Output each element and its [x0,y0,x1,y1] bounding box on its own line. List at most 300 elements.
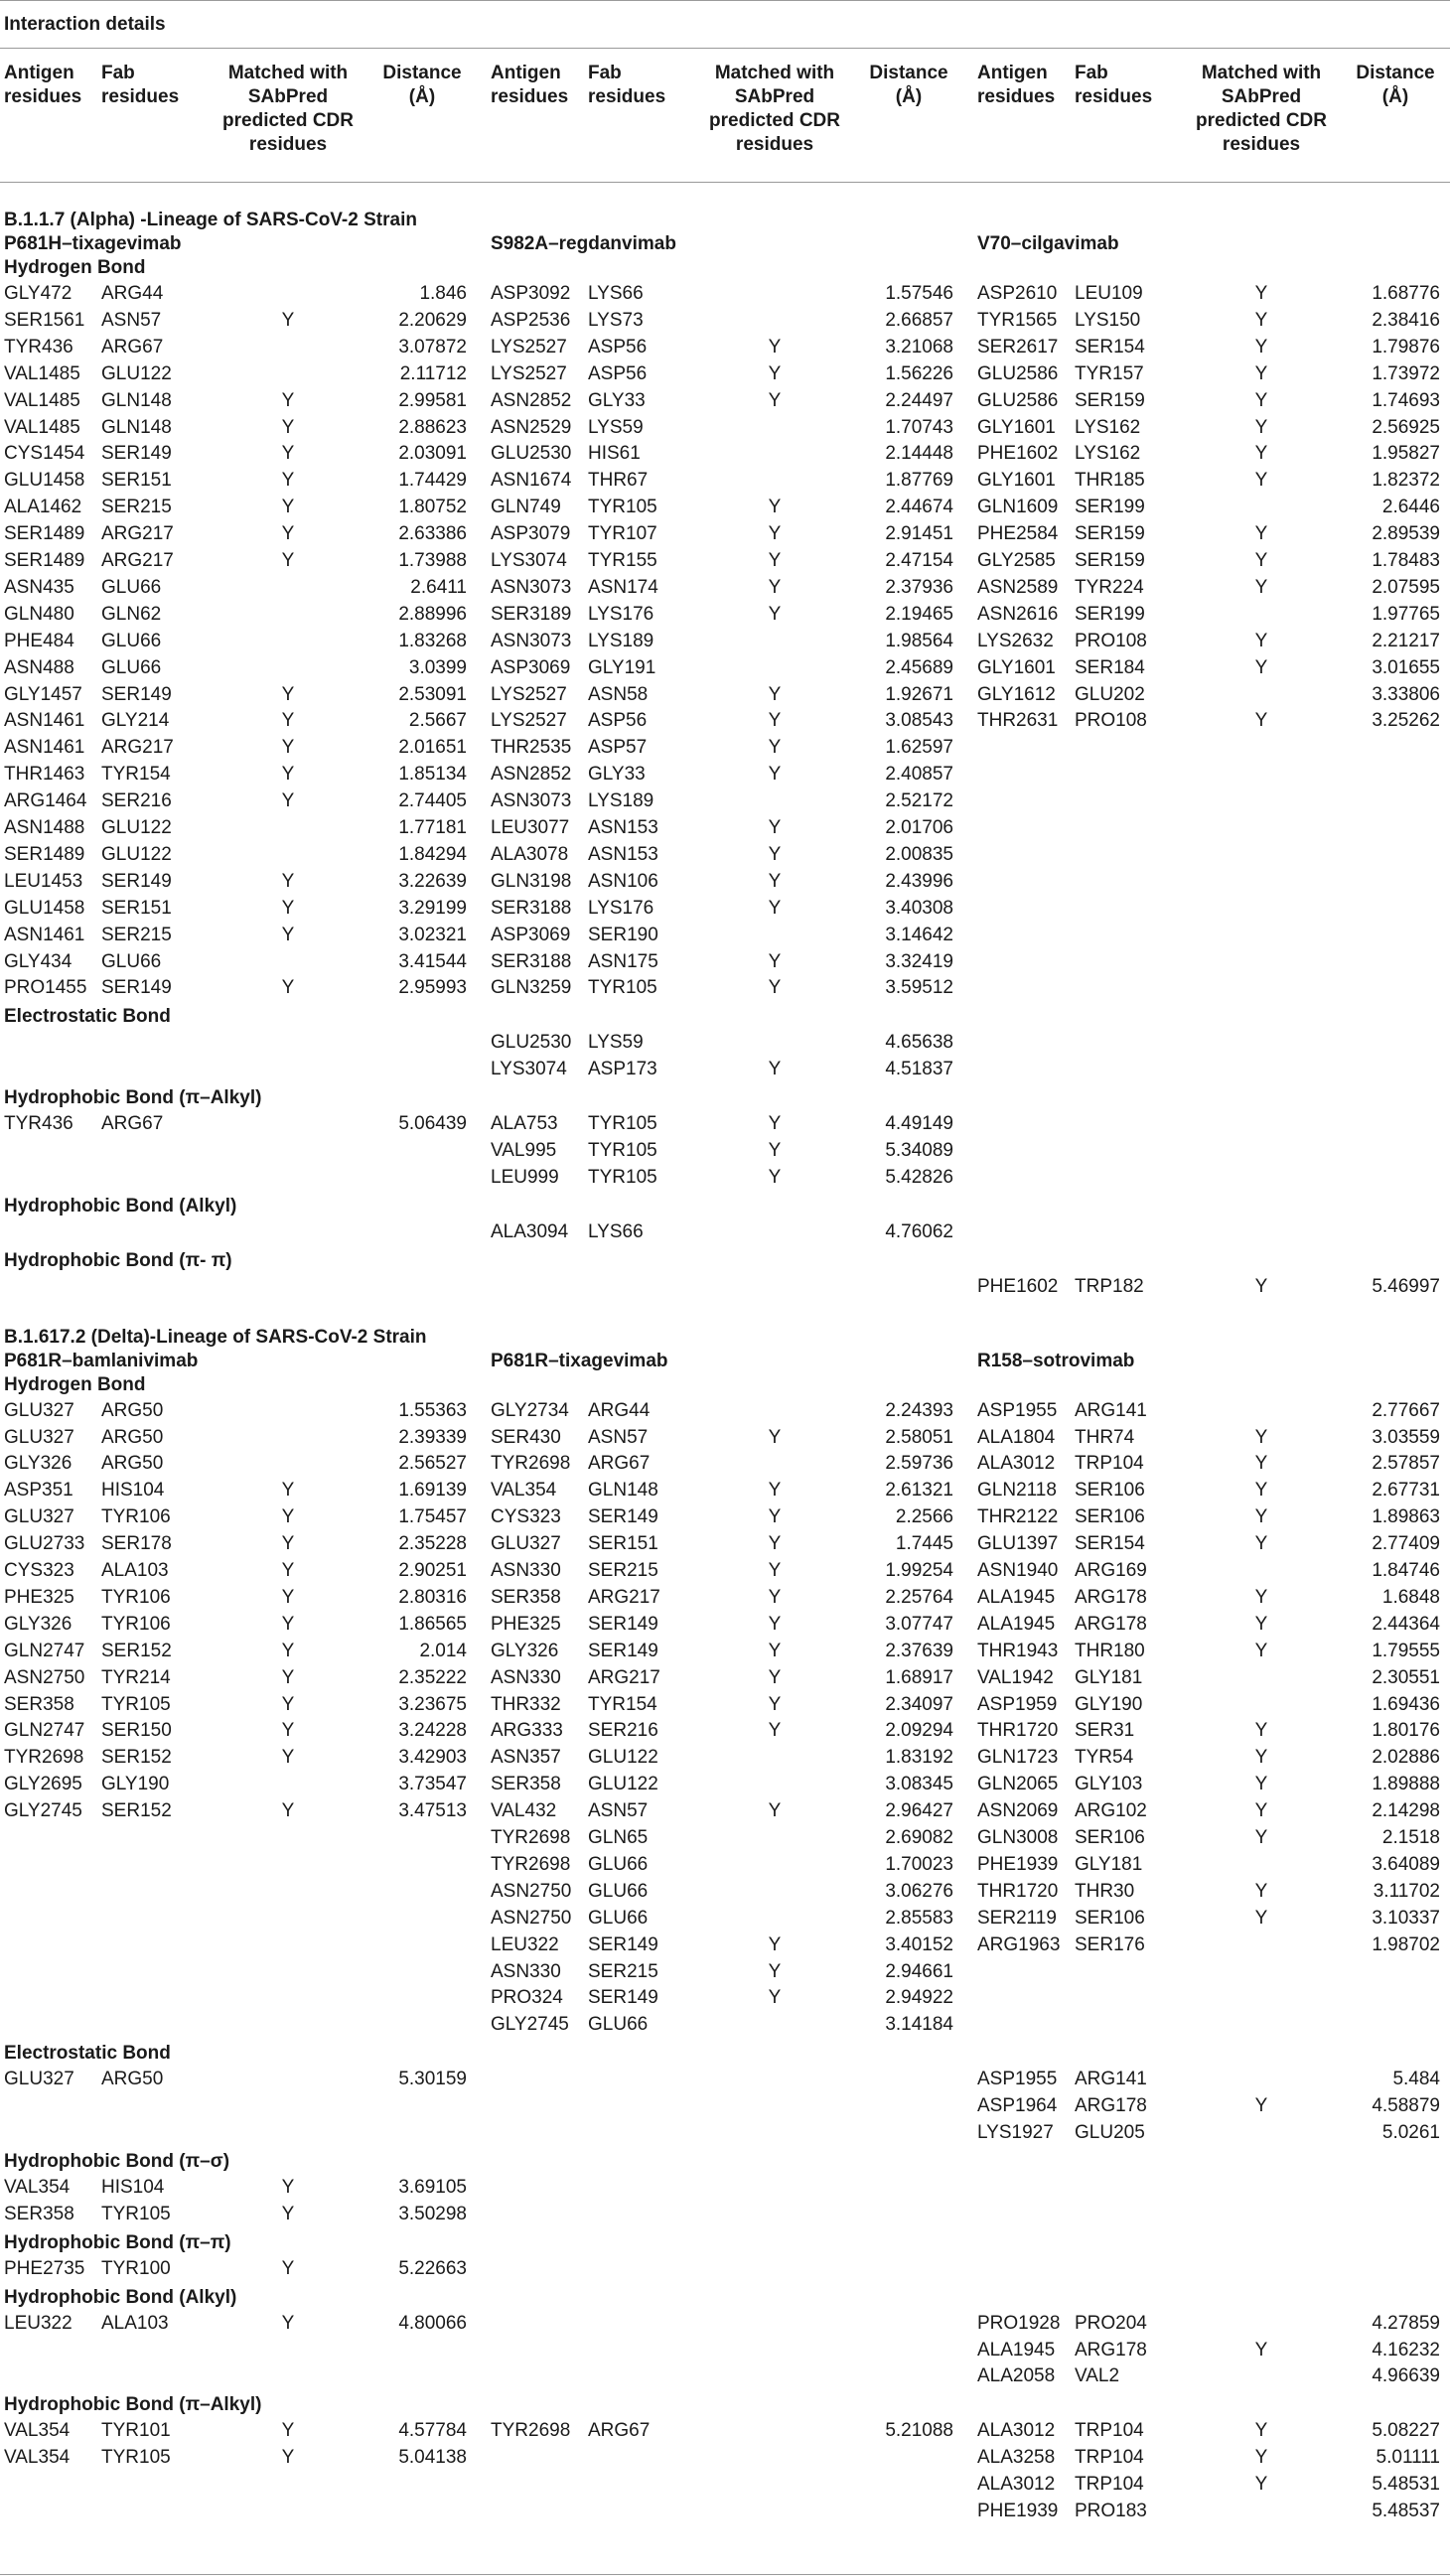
cdr-match-flag: Y [281,2257,295,2279]
fab-residue: ASP56 [588,362,648,384]
mutation-antibody-pair: V70–cilgavimab [977,233,1119,254]
antigen-residue: GLN1723 [977,1747,1059,1769]
fab-residue: ARG50 [101,1399,164,1421]
fab-residue: GLY103 [1075,1774,1143,1795]
distance-value: 1.99254 [885,1560,953,1581]
antigen-residue: ASN1488 [4,817,85,838]
fab-residue: ASP56 [588,336,648,358]
fab-residue: GLY190 [101,1774,170,1795]
header-distance: Distance [382,63,462,83]
antigen-residue: GLN480 [4,603,74,625]
fab-residue: SER159 [1075,389,1145,411]
fab-residue: GLU66 [101,576,162,598]
cdr-match-flag: Y [281,1666,295,1688]
fab-residue: GLN148 [588,1480,658,1502]
header-matched-cdr: residues [248,134,328,155]
antigen-residue: VAL354 [491,1480,557,1502]
antigen-residue: ASP3069 [491,656,571,678]
header-antigen-residues: Antigen [491,63,561,83]
antigen-residue: GLY1601 [977,416,1056,438]
distance-value: 1.86565 [398,1613,467,1635]
distance-value: 5.08227 [1372,2420,1440,2442]
distance-value: 2.63386 [398,523,467,545]
distance-value: 2.24497 [885,389,953,411]
distance-value: 1.55363 [398,1399,467,1421]
header-antigen-residues: residues [977,86,1056,107]
distance-value: 2.94661 [885,1960,953,1982]
fab-residue: GLN62 [101,603,162,625]
fab-residue: ARG178 [1075,2339,1147,2361]
antigen-residue: GLY2585 [977,550,1056,571]
antigen-residue: ARG1464 [4,790,87,812]
antigen-residue: ALA1945 [977,1613,1056,1635]
cdr-match-flag: Y [281,497,295,518]
antigen-residue: GLU1458 [4,897,85,919]
antigen-residue: ASN2069 [977,1800,1059,1822]
distance-value: 2.44364 [1372,1613,1440,1635]
bond-type-label: Hydrophobic Bond (Alkyl) [4,1195,237,1216]
fab-residue: SER106 [1075,1480,1145,1502]
distance-value: 4.76062 [885,1220,953,1242]
fab-residue: SER154 [1075,336,1145,358]
fab-residue: HIS61 [588,443,641,465]
fab-residue: ALA103 [101,1560,169,1581]
fab-residue: SER149 [101,870,172,892]
distance-value: 3.10337 [1372,1907,1440,1929]
fab-residue: TRP104 [1075,2474,1144,2496]
distance-value: 2.37936 [885,576,953,598]
header-antigen-residues: Antigen [977,63,1048,83]
cdr-match-flag: Y [768,1693,782,1715]
fab-residue: TRP104 [1075,2447,1144,2469]
cdr-match-flag: Y [281,1693,295,1715]
distance-value: 3.47513 [398,1800,467,1822]
fab-residue: GLY33 [588,764,646,786]
fab-residue: ASN57 [588,1800,649,1822]
fab-residue: TYR155 [588,550,657,571]
cdr-match-flag: Y [1254,1506,1268,1528]
distance-value: 5.46997 [1372,1275,1440,1297]
cdr-match-flag: Y [281,416,295,438]
fab-residue: TYR105 [588,497,657,518]
fab-residue: TYR105 [101,2203,171,2224]
cdr-match-flag: Y [768,576,782,598]
fab-residue: ASN57 [588,1426,649,1448]
distance-value: 2.20629 [398,309,467,331]
cdr-match-flag: Y [768,870,782,892]
mutation-antibody-pair: P681R–tixagevimab [491,1350,668,1371]
antigen-residue: ASN2852 [491,389,572,411]
fab-residue: TRP104 [1075,1453,1144,1475]
antigen-residue: PHE2584 [977,523,1059,545]
distance-value: 5.34089 [885,1140,953,1161]
distance-value: 2.94922 [885,1987,953,2009]
distance-value: 3.41544 [398,950,467,972]
fab-residue: GLY181 [1075,1853,1143,1875]
distance-value: 2.56925 [1372,416,1440,438]
antigen-residue: TYR2698 [491,1827,571,1848]
antigen-residue: THR1720 [977,1720,1059,1742]
distance-value: 2.44674 [885,497,953,518]
antigen-residue: LEU322 [4,2312,72,2334]
bond-type-label: Hydrogen Bond [4,1373,146,1395]
antigen-residue: THR1943 [977,1640,1059,1661]
antigen-residue: GLN749 [491,497,561,518]
antigen-residue: ASN2750 [4,1666,85,1688]
cdr-match-flag: Y [1254,443,1268,465]
antigen-residue: GLU2733 [4,1533,85,1555]
antigen-residue: SER358 [4,2203,74,2224]
distance-value: 3.08345 [885,1774,953,1795]
header-matched-cdr: predicted CDR [1196,110,1327,131]
header-matched-cdr: SAbPred [734,86,815,107]
distance-value: 5.48537 [1372,2501,1440,2521]
distance-value: 3.50298 [398,2203,467,2224]
distance-value: 5.484 [1392,2069,1440,2090]
fab-residue: TYR105 [101,2447,171,2469]
distance-value: 2.07595 [1372,576,1440,598]
distance-value: 3.22639 [398,870,467,892]
cdr-match-flag: Y [281,443,295,465]
fab-residue: SER106 [1075,1907,1145,1929]
cdr-match-flag: Y [768,1666,782,1688]
fab-residue: SER199 [1075,497,1145,518]
antigen-residue: ASN2589 [977,576,1059,598]
antigen-residue: THR332 [491,1693,561,1715]
cdr-match-flag: Y [768,362,782,384]
fab-residue: ASN57 [101,309,162,331]
section-title: B.1.1.7 (Alpha) -Lineage of SARS-CoV-2 Strain [4,210,417,230]
fab-residue: SER178 [101,1533,172,1555]
fab-residue: ASN58 [588,683,649,705]
antigen-residue: ASN330 [491,1960,561,1982]
antigen-residue: GLY1457 [4,683,82,705]
fab-residue: SER215 [101,924,172,945]
cdr-match-flag: Y [768,1987,782,2009]
distance-value: 2.01651 [398,737,467,759]
cdr-match-flag: Y [281,1506,295,1528]
distance-value: 1.74693 [1372,389,1440,411]
fab-residue: GLN65 [588,1827,649,1848]
fab-residue: ASN175 [588,950,658,972]
distance-value: 1.74429 [398,470,467,492]
cdr-match-flag: Y [1254,416,1268,438]
antigen-residue: GLN2118 [977,1480,1057,1502]
fab-residue: TYR214 [101,1666,171,1688]
antigen-residue: THR2122 [977,1506,1059,1528]
distance-value: 1.79876 [1372,336,1440,358]
fab-residue: TYR54 [1075,1747,1134,1769]
cdr-match-flag: Y [1254,1747,1268,1769]
fab-residue: SER184 [1075,656,1145,678]
cdr-match-flag: Y [1254,389,1268,411]
fab-residue: ARG67 [101,1113,164,1135]
distance-value: 1.73972 [1372,362,1440,384]
cdr-match-flag: Y [1254,1533,1268,1555]
fab-residue: HIS104 [101,1480,165,1502]
antigen-residue: GLN2747 [4,1640,85,1661]
distance-value: 2.02886 [1372,1747,1440,1769]
distance-value: 3.06276 [885,1880,953,1902]
distance-value: 2.77667 [1372,1399,1440,1421]
fab-residue: SER215 [101,497,172,518]
antigen-residue: GLY2695 [4,1774,82,1795]
bond-type-label: Hydrophobic Bond (π–Alkyl) [4,1087,262,1109]
antigen-residue: THR1463 [4,764,85,786]
fab-residue: THR180 [1075,1640,1145,1661]
fab-residue: ARG217 [588,1666,660,1688]
header-distance: (Å) [1381,86,1409,107]
title-rule [0,48,1450,49]
bond-type-label: Hydrogen Bond [4,257,146,278]
antigen-residue: ASP2610 [977,283,1058,304]
fab-residue: ASN106 [588,870,658,892]
antigen-residue: SER1489 [4,523,85,545]
header-fab-residues: Fab [588,63,622,83]
bond-type-label: Hydrophobic Bond (Alkyl) [4,2286,237,2308]
cdr-match-flag: Y [1254,1774,1268,1795]
fab-residue: SER199 [1075,603,1145,625]
antigen-residue: ASP1955 [977,2069,1058,2090]
bond-type-label: Hydrophobic Bond (π–π) [4,2231,231,2253]
cdr-match-flag: Y [768,950,782,972]
distance-value: 1.73988 [398,550,467,571]
distance-value: 1.87769 [885,470,953,492]
cdr-match-flag: Y [768,817,782,838]
cdr-match-flag: Y [768,764,782,786]
cdr-match-flag: Y [1254,336,1268,358]
antigen-residue: GLU1397 [977,1533,1059,1555]
antigen-residue: THR2535 [491,737,572,759]
antigen-residue: TYR436 [4,336,73,358]
header-matched-cdr: predicted CDR [222,110,354,131]
antigen-residue: TYR2698 [491,1453,571,1475]
distance-value: 2.95993 [398,977,467,999]
distance-value: 5.22663 [398,2257,467,2279]
fab-residue: LYS59 [588,416,644,438]
distance-value: 2.35222 [398,1666,467,1688]
fab-residue: SER159 [1075,523,1145,545]
fab-residue: LYS59 [588,1032,644,1054]
antigen-residue: ASN1674 [491,470,572,492]
cdr-match-flag: Y [281,389,295,411]
fab-residue: PRO183 [1075,2501,1147,2521]
fab-residue: ARG217 [101,523,174,545]
distance-value: 3.29199 [398,897,467,919]
cdr-match-flag: Y [1254,2447,1268,2469]
cdr-match-flag: Y [281,897,295,919]
fab-residue: ASN174 [588,576,658,598]
antigen-residue: TYR2698 [4,1747,84,1769]
fab-residue: ARG67 [588,1453,651,1475]
antigen-residue: ASN1461 [4,737,85,759]
antigen-residue: ARG333 [491,1720,563,1742]
antigen-residue: LEU3077 [491,817,570,838]
fab-residue: GLU66 [101,950,162,972]
cdr-match-flag: Y [281,1533,295,1555]
antigen-residue: GLU327 [4,2069,74,2090]
antigen-residue: ASN3073 [491,790,572,812]
distance-value: 2.80316 [398,1586,467,1608]
fab-residue: SER152 [101,1800,172,1822]
cdr-match-flag: Y [1254,470,1268,492]
fab-residue: SER151 [101,897,172,919]
antigen-residue: ASN1940 [977,1560,1059,1581]
header-matched-cdr: residues [735,134,814,155]
cdr-match-flag: Y [1254,1800,1268,1822]
antigen-residue: LEU999 [491,1166,559,1188]
distance-value: 2.39339 [398,1426,467,1448]
distance-value: 4.65638 [885,1032,953,1054]
distance-value: 2.59736 [885,1453,953,1475]
antigen-residue: ALA3258 [977,2447,1056,2469]
antigen-residue: LEU322 [491,1933,559,1955]
distance-value: 5.42826 [885,1166,953,1188]
cdr-match-flag: Y [281,870,295,892]
antigen-residue: ASP2536 [491,309,571,331]
fab-residue: SER159 [1075,550,1145,571]
antigen-residue: GLU2586 [977,362,1059,384]
cdr-match-flag: Y [768,1800,782,1822]
distance-value: 2.11712 [399,362,467,384]
distance-value: 1.82372 [1372,470,1440,492]
distance-value: 2.014 [419,1640,467,1661]
fab-residue: TYR106 [101,1613,171,1635]
cdr-match-flag: Y [281,1613,295,1635]
distance-value: 2.03091 [398,443,467,465]
cdr-match-flag: Y [768,1426,782,1448]
distance-value: 1.83192 [885,1747,953,1769]
fab-residue: TYR105 [588,1140,657,1161]
header-distance: (Å) [408,86,436,107]
cdr-match-flag: Y [1254,2339,1268,2361]
fab-residue: GLU66 [588,1880,649,1902]
antigen-residue: ASN1461 [4,710,85,732]
cdr-match-flag: Y [281,1800,295,1822]
distance-value: 2.77409 [1372,1533,1440,1555]
antigen-residue: ASN357 [491,1747,561,1769]
antigen-residue: ALA2058 [977,2365,1056,2387]
antigen-residue: PRO324 [491,1987,563,2009]
fab-residue: THR30 [1075,1880,1135,1902]
header-antigen-residues: Antigen [4,63,74,83]
distance-value: 3.01655 [1372,656,1440,678]
cdr-match-flag: Y [768,389,782,411]
fab-residue: SER106 [1075,1827,1145,1848]
fab-residue: TYR100 [101,2257,171,2279]
fab-residue: GLU66 [101,630,162,651]
distance-value: 1.70743 [885,416,953,438]
distance-value: 1.84294 [398,843,467,865]
distance-value: 2.69082 [885,1827,953,1848]
antigen-residue: ASP3092 [491,283,571,304]
header-fab-residues: Fab [1075,63,1108,83]
fab-residue: TYR105 [588,1113,657,1135]
distance-value: 1.80752 [398,497,467,518]
distance-value: 1.68917 [885,1666,953,1688]
antigen-residue: THR2631 [977,710,1059,732]
fab-residue: GLU202 [1075,683,1145,705]
distance-value: 2.01706 [885,817,953,838]
distance-value: 3.14184 [885,2014,953,2036]
distance-value: 1.85134 [398,764,467,786]
fab-residue: THR185 [1075,470,1145,492]
fab-residue: ARG178 [1075,1586,1147,1608]
fab-residue: LYS176 [588,897,654,919]
antigen-residue: VAL354 [4,2420,71,2442]
fab-residue: SER154 [1075,1533,1145,1555]
antigen-residue: SER3189 [491,603,572,625]
distance-value: 1.70023 [885,1853,953,1875]
distance-value: 3.25262 [1372,710,1440,732]
distance-value: 1.98702 [1372,1933,1440,1955]
cdr-match-flag: Y [768,497,782,518]
cdr-match-flag: Y [768,1480,782,1502]
distance-value: 3.07747 [885,1613,953,1635]
fab-residue: GLU122 [588,1747,658,1769]
fab-residue: THR74 [1075,1426,1135,1448]
distance-value: 2.40857 [885,764,953,786]
fab-residue: LYS66 [588,283,644,304]
distance-value: 2.30551 [1372,1666,1440,1688]
section-title: B.1.617.2 (Delta)-Lineage of SARS-CoV-2 Strain [4,1326,427,1348]
antigen-residue: GLY1601 [977,656,1056,678]
fab-residue: TYR105 [588,1166,657,1188]
antigen-residue: GLN3198 [491,870,572,892]
distance-value: 3.02321 [398,924,467,945]
distance-value: 3.42903 [398,1747,467,1769]
fab-residue: ARG67 [588,2420,651,2442]
cdr-match-flag: Y [1254,710,1268,732]
fab-residue: GLU66 [588,2014,649,2036]
distance-value: 1.77181 [398,817,467,838]
fab-residue: ASP173 [588,1059,657,1080]
cdr-match-flag: Y [1254,2095,1268,2117]
fab-residue: ARG178 [1075,1613,1147,1635]
antigen-residue: GLU327 [4,1399,74,1421]
antigen-residue: GLN3259 [491,977,572,999]
distance-value: 5.30159 [398,2069,467,2090]
cdr-match-flag: Y [1254,362,1268,384]
distance-value: 5.04138 [398,2447,467,2469]
fab-residue: ARG217 [101,550,174,571]
fab-residue: ARG217 [588,1586,660,1608]
distance-value: 5.01111 [1376,2447,1440,2469]
fab-residue: ARG141 [1075,1399,1147,1421]
fab-residue: ASN153 [588,843,658,865]
cdr-match-flag: Y [1254,1907,1268,1929]
cdr-match-flag: Y [281,1640,295,1661]
fab-residue: LYS162 [1075,443,1141,465]
antigen-residue: GLY2745 [4,1800,82,1822]
antigen-residue: CYS1454 [4,443,85,465]
antigen-residue: ALA3012 [977,1453,1056,1475]
cdr-match-flag: Y [768,977,782,999]
antigen-residue: ASP1959 [977,1693,1058,1715]
antigen-residue: GLY434 [4,950,72,972]
antigen-residue: TYR2698 [491,2420,571,2442]
antigen-residue: PHE325 [4,1586,74,1608]
fab-residue: GLU122 [101,362,172,384]
fab-residue: LYS150 [1075,309,1141,331]
antigen-residue: TYR1565 [977,309,1058,331]
fab-residue: GLU122 [101,817,172,838]
antigen-residue: CYS323 [491,1506,561,1528]
antigen-residue: VAL1485 [4,389,80,411]
distance-value: 2.52172 [885,790,953,812]
antigen-residue: LYS3074 [491,550,567,571]
fab-residue: ARG102 [1075,1800,1147,1822]
